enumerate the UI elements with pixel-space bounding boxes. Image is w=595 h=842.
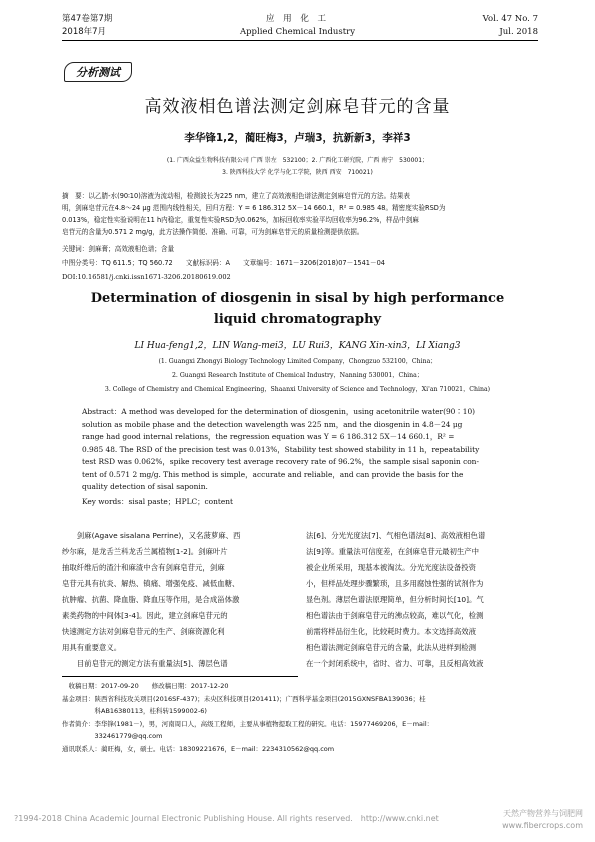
body-line: 剑麻(Agave sisalana Perrine)，又名菠萝麻、西 — [62, 531, 241, 540]
page-title-en-2: liquid chromatography — [213, 312, 382, 327]
body-column-left — [62, 528, 298, 672]
body-line: 法[9]等。重量法可信度差，在剑麻皂苷元最初生产中 — [306, 547, 480, 556]
section-badge: 分析测试 — [64, 62, 132, 82]
body-line: 用具有重要意义。 — [62, 643, 122, 652]
authors-en: LI Hua-feng1,2，LIN Wang-mei3，LU Rui3，KANG Xin-xin3，LI Xiang3 — [134, 341, 461, 351]
footnote-line: 收稿日期：2017-09-20 修改稿日期：2017-12-20 — [62, 682, 229, 690]
abstract-cn-line: 0.013%，稳定性实验说明在11 h内稳定，重复性实验RSD为0.062%，加标回收率实验平均回收率为96.2%，样品中剑麻 — [62, 216, 419, 224]
affiliations-en-3: 3. College of Chemistry and Chemical Engineering，Shaanxi University of Science and Technology，Xi'an 710021，China) — [104, 386, 491, 393]
body-column-right — [306, 528, 542, 672]
header-vol-en: Vol. 47 No. 7 — [482, 14, 538, 24]
abstract-en-line: test RSD was 0.062%，spike recovery test average recovery rate of 96.2%，the sample sisal saponin con- — [82, 457, 479, 466]
header-rule — [62, 40, 538, 41]
abstract-cn — [62, 190, 542, 238]
keywords-cn: 关键词：剑麻膏；高效液相色谱；含量 — [62, 245, 175, 253]
abstract-cn-line: 摘 要：以乙腈-水(90∶10)溶液为流动相，检测波长为225 nm，建立了高效液相色谱法测定剑麻皂苷元的方法。结果表 — [62, 192, 411, 200]
body-line: 抗肿瘤、抗菌、降血脂、降血压等作用，是合成甾体激 — [62, 595, 240, 604]
header-date-en: Jul. 2018 — [499, 27, 538, 37]
affiliations-en-2: 2. Guangxi Research Institute of Chemical Industry，Nanning 530001，China； — [171, 372, 424, 379]
affiliations-en-1: (1. Guangxi Zhongyi Biology Technology Limited Company，Chongzuo 532100，China； — [158, 358, 437, 365]
footnote-line: 通讯联系人：蔺旺梅，女，硕士。电话：18309221676，E－mail：2234310562@qq.com — [62, 744, 335, 753]
footnotes — [62, 680, 542, 755]
page-title-en-1: Determination of diosgenin in sisal by high performance — [90, 291, 505, 306]
footnote-line: 基金项目：陕西省科技攻关项目(2016SF-437)；未央区科技项目(201411)；广西科学基金项目(2015GXNSFBA139036；桂 — [62, 694, 426, 703]
keywords-en: Key words：sisal paste；HPLC；content — [82, 497, 233, 506]
affiliations-cn-1: (1. 广西众益生物科技有限公司 广西 崇左 532100；2. 广西化工研究院，广西 南宁 530001； — [166, 157, 429, 164]
body-line: 法[6]、分光光度法[7]、气相色谱法[8]、高效液相色谱 — [306, 531, 486, 540]
header-volume: 第47卷第7期 — [62, 14, 113, 24]
abstract-en-line: range had good internal relations，the regression equation was Y = 6 186.312 5X－14 660.1，R² = — [82, 432, 455, 441]
body-line: 相色谱法由于剑麻皂苷元的沸点较高，难以气化，检测 — [306, 611, 484, 620]
site-watermark: 天然产物营养与饲肥网 www.fibercrops.com — [502, 809, 583, 830]
copyright-watermark: ?1994-2018 China Academic Journal Electronic Publishing House. All rights reserved. http://www.cnki.net — [14, 814, 439, 823]
abstract-cn-line: 皂苷元的含量为0.571 2 mg/g，此方法操作简便、准确、可靠，可为剑麻皂苷元的质量检测提供依据。 — [62, 228, 364, 236]
abstract-en-line: Abstract：A method was developed for the determination of diosgenin，using acetonitrile water(90∶10) — [82, 407, 476, 416]
abstract-cn-line: 明，剑麻皂苷元在4.8～24 μg 范围内线性相关，回归方程：Y = 6 186.312 5X－14 660.1，R² = 0.985 48。精密度实验RSD为 — [62, 204, 446, 212]
abstract-en-line: quality detection of sisal saponin. — [82, 482, 208, 491]
abstract-en-line: 0.985 48. The RSD of the precision test was 0.013%，Stability test showed stability in 11 h，repeatability — [82, 444, 480, 454]
affiliations-cn-2: 3. 陕西科技大学 化学与化工学院，陕西 西安 710021) — [222, 169, 373, 176]
body-line: 相色谱法测定剑麻皂苷元的含量，此法从进样到检测 — [306, 643, 476, 652]
body-line: 小，但样品处理步骤繁琐，且多用腐蚀性强的试剂作为 — [306, 579, 484, 588]
body-line: 纱尔麻，是龙舌兰科龙舌兰属植物[1-2]。剑麻叶片 — [62, 547, 228, 556]
doi: DOI:10.16581/j.cnki.issn1671-3206.20180619.002 — [62, 273, 231, 281]
footnote-line: 332461779@qq.com — [62, 732, 163, 740]
body-line: 快速测定方法对剑麻皂苷元的生产、剑麻资源化利 — [62, 627, 225, 636]
footnote-line: 作者简介：李华锋(1981－)，男，河南周口人，高级工程师，主要从事植物提取工程的研究。电话：15977469206，E－mail： — [62, 719, 434, 728]
body-line: 素类药物的中间体[3-4]。因此，建立剑麻皂苷元的 — [62, 611, 228, 620]
abstract-en-line: solution as mobile phase and the detection wavelength was 225 nm，and the diosgenin in 4.8－24 μg — [82, 419, 463, 429]
footnote-rule — [62, 676, 298, 677]
classification-line: 中图分类号：TQ 611.5；TQ 560.72 文献标识码：A 文章编号：1671－3206(2018)07－1541－04 — [62, 259, 385, 267]
authors-cn: 李华锋1,2，蔺旺梅3，卢瑞3，抗新新3，李祥3 — [184, 132, 411, 144]
body-line: 抽取纤维后的渣汁和麻渣中含有剑麻皂苷元，剑麻 — [62, 563, 225, 572]
journal-name-cn: 应 用 化 工 — [265, 14, 330, 24]
body-line: 在一个封闭系统中，省时、省力、可靠，且反相高效液 — [306, 659, 484, 668]
body-line: 前需将样品衍生化，比较耗时费力。本文选择高效液 — [306, 627, 476, 636]
page-title-cn: 高效液相色谱法测定剑麻皂苷元的含量 — [144, 97, 451, 117]
body-line: 被企业所采用，现基本被淘汰。分光光度法设备投资 — [306, 563, 476, 572]
body-line: 显色剂。薄层色谱法原理简单，但分析时间长[10]。气 — [306, 595, 484, 604]
body-line: 皂苷元具有抗炎、解热、镇痛、增强免疫、减低血糖、 — [62, 579, 240, 588]
abstract-en — [82, 406, 522, 494]
abstract-en-line: tent of 0.571 2 mg/g. This method is simple，accurate and reliable，and can provide the basis for the — [82, 469, 464, 479]
header-date-cn: 2018年7月 — [62, 27, 107, 37]
footnote-line: 科AB16380113，桂科转1599002-6) — [62, 707, 207, 715]
body-line: 目前皂苷元的测定方法有重量法[5]、薄层色谱 — [62, 659, 228, 668]
journal-name-en: Applied Chemical Industry — [239, 27, 356, 37]
